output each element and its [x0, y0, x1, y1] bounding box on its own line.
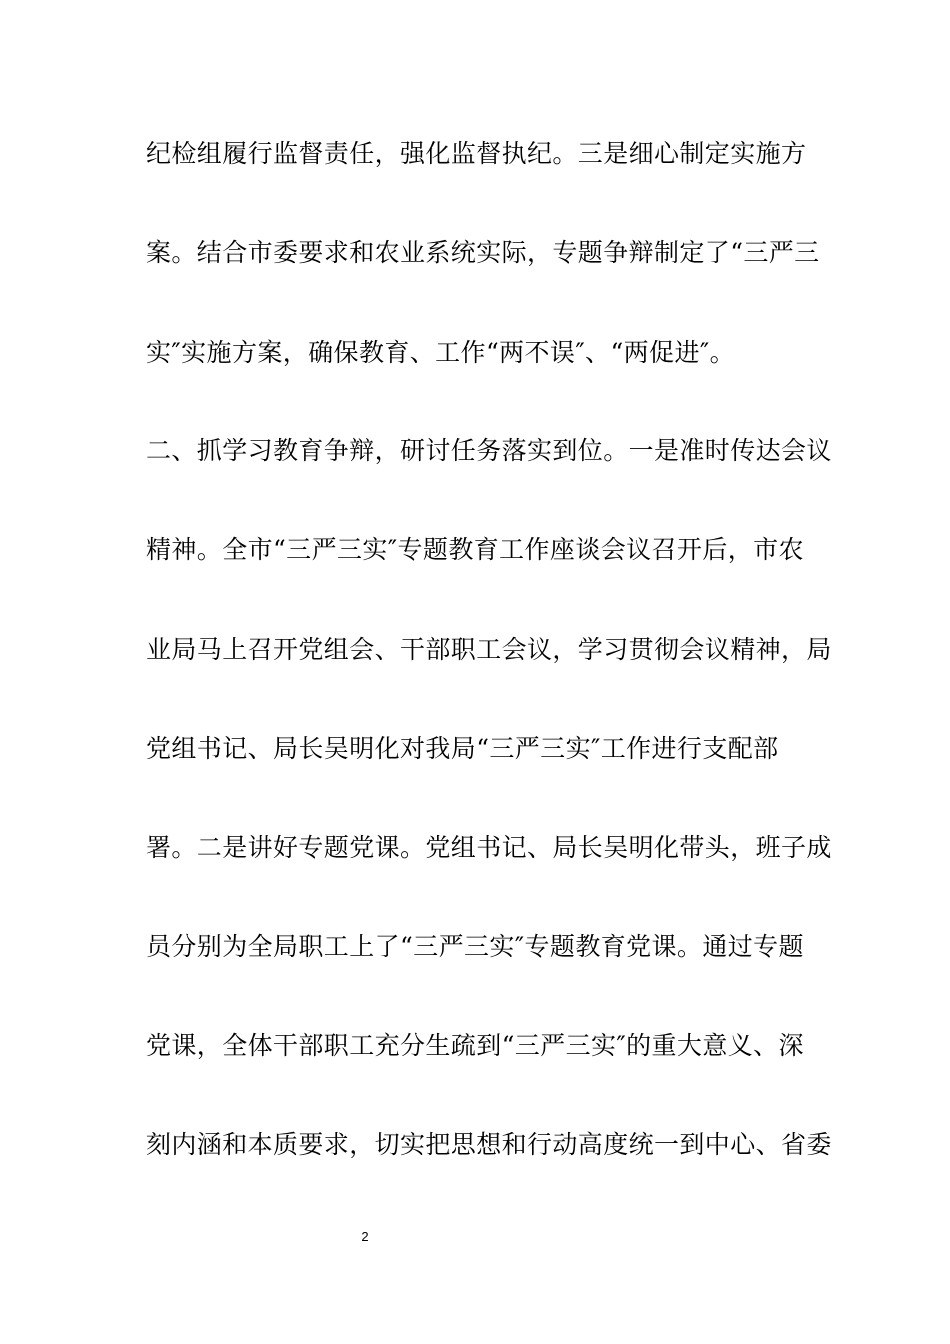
- body-text-line: 刻内涵和本质要求，切实把思想和行动高度统一到中心、省委: [146, 1130, 832, 1159]
- body-text-line: 案。结合市委要求和农业系统实际，专题争辩制定了“三严三: [146, 238, 820, 267]
- body-text-line: 员分别为全局职工上了“三严三实″专题教育党课。通过专题: [146, 932, 804, 961]
- body-text-line: 党课，全体干部职工充分生疏到“三严三实″的重大意义、深: [146, 1031, 804, 1060]
- body-text-line: 实″实施方案，确保教育、工作“两不误″、“两促进″。: [146, 338, 735, 367]
- page-number: 2: [361, 1229, 369, 1244]
- body-text-line: 纪检组履行监督责任，强化监督执纪。三是细心制定实施方: [146, 139, 807, 168]
- body-text-line: 业局马上召开党组会、干部职工会议，学习贯彻会议精神，局: [146, 635, 832, 664]
- body-text-line: 精神。全市“三严三实″专题教育工作座谈会议召开后，市农: [146, 535, 804, 564]
- body-text-line: 党组书记、局长吴明化对我局“三严三实″工作进行支配部: [146, 734, 779, 763]
- body-text-line: 署。二是讲好专题党课。党组书记、局长吴明化带头，班子成: [146, 833, 832, 862]
- body-text-line: 二、抓学习教育争辩，研讨任务落实到位。一是准时传达会议: [146, 436, 832, 465]
